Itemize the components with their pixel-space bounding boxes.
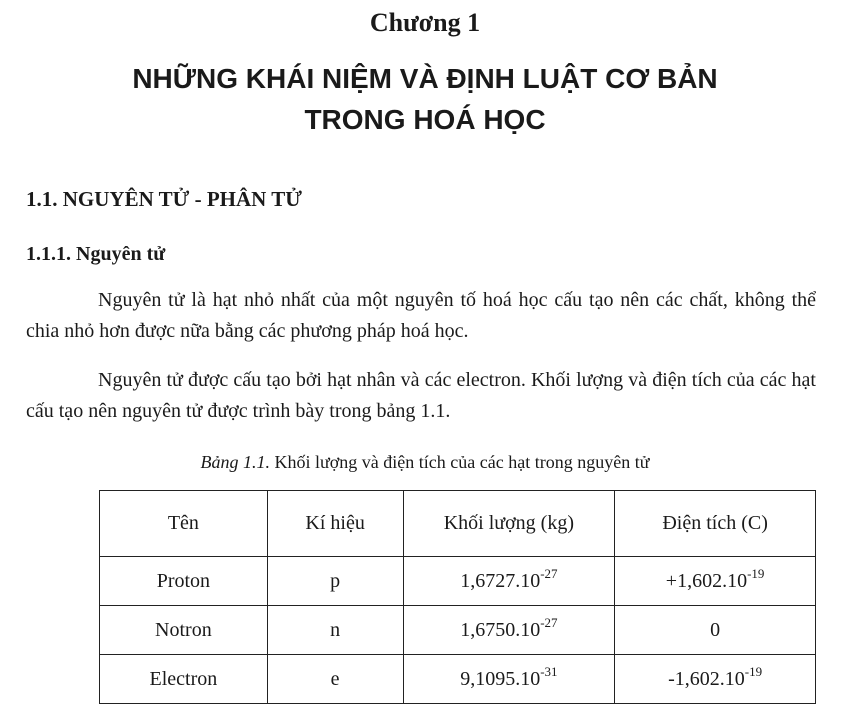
mass-exponent: -27 [540, 614, 558, 630]
charge-base: +1,602.10 [665, 569, 748, 592]
cell-mass [403, 655, 615, 704]
table-caption-text: Khối lượng và điện tích của các hạt trong nguyên tử [274, 452, 650, 472]
table-caption [0, 452, 850, 473]
cell-mass [403, 557, 615, 606]
header-mass: Khối lượng (kg) [403, 491, 615, 557]
mass-exponent: -31 [540, 663, 558, 679]
cell-charge [615, 557, 816, 606]
table-row [100, 557, 816, 606]
paragraph-1: Nguyên tử là hạt nhỏ nhất của một nguyên tố hoá học cấu tạo nên các chất, không thể chia nhỏ hơn được nữa bằng các phương pháp hoá học. [26, 289, 816, 342]
charge-base: -1,602.10 [668, 667, 745, 690]
chapter-title [0, 58, 850, 140]
cell-charge [615, 655, 816, 704]
subsection-heading: 1.1.1. Nguyên tử [26, 243, 166, 265]
cell-mass [403, 606, 615, 655]
mass-base: 9,1095.10 [460, 667, 541, 690]
chapter-label: Chương 1 [369, 8, 481, 37]
charge-base: 0 [710, 618, 721, 641]
header-symbol: Kí hiệu [267, 491, 403, 557]
mass-base: 1,6750.10 [460, 618, 541, 641]
cell-symbol: p [267, 557, 403, 606]
mass-base: 1,6727.10 [460, 569, 541, 592]
charge-exponent: -19 [744, 663, 763, 679]
paragraph-2: Nguyên tử được cấu tạo bởi hạt nhân và các electron. Khối lượng và điện tích của các hạt cấu tạo nên nguyên tử được trình bày trong bảng 1.1. [26, 369, 816, 422]
cell-charge [615, 606, 816, 655]
section-heading: 1.1. NGUYÊN TỬ - PHÂN TỬ [26, 187, 302, 211]
particles-table [99, 490, 816, 704]
mass-exponent: -27 [540, 565, 558, 581]
table-caption-label: Bảng 1.1. [200, 452, 271, 472]
header-name: Tên [100, 491, 268, 557]
cell-name: Electron [100, 655, 268, 704]
chapter-title-line-2: TRONG HOÁ HỌC [304, 104, 546, 135]
cell-name: Proton [100, 557, 268, 606]
cell-symbol: n [267, 606, 403, 655]
table-row [100, 606, 816, 655]
header-charge: Điện tích (C) [615, 491, 816, 557]
chapter-title-line-1: NHỮNG KHÁI NIỆM VÀ ĐỊNH LUẬT CƠ BẢN [132, 63, 718, 94]
cell-symbol: e [267, 655, 403, 704]
table-header-row [100, 491, 816, 557]
table-row [100, 655, 816, 704]
cell-name: Notron [100, 606, 268, 655]
charge-exponent: -19 [747, 565, 765, 581]
